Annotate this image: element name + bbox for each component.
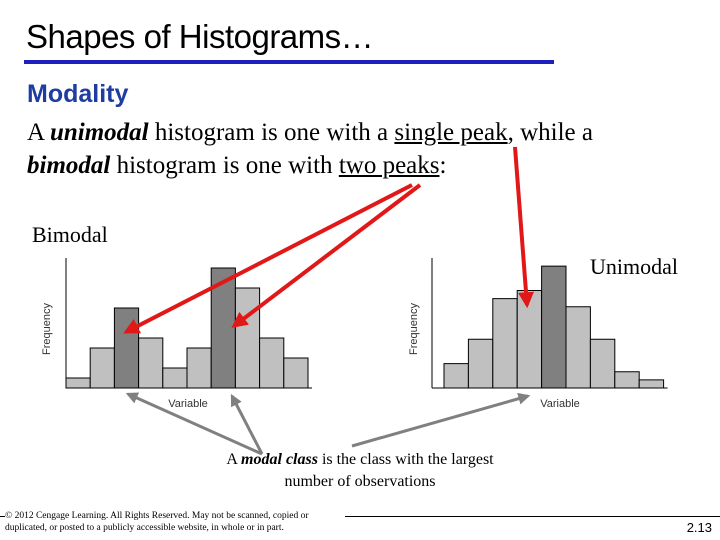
bimodal-bar: [90, 348, 114, 388]
bimodal-y-axis-label: Frequency: [41, 303, 53, 355]
body-text-run: histogram is one with a: [148, 119, 395, 146]
modal-class-caption: [200, 449, 520, 493]
unimodal-bar: [468, 339, 492, 388]
term-single-peak: single peak: [394, 119, 508, 146]
term-unimodal: unimodal: [49, 119, 149, 146]
bimodal-bar: [284, 358, 308, 388]
unimodal-bar: [517, 291, 541, 389]
unimodal-bar: [444, 364, 468, 388]
bimodal-bar: [114, 308, 138, 388]
bimodal-bar: [163, 368, 187, 388]
slide-title: Shapes of Histograms…: [26, 18, 374, 55]
bimodal-bar: [187, 348, 211, 388]
page-number: 2.13: [686, 520, 712, 535]
label-bimodal: Bimodal: [32, 222, 108, 247]
bimodal-bar: [235, 288, 259, 388]
term-bimodal: bimodal: [27, 152, 111, 179]
caption-text-run: A: [226, 451, 242, 468]
unimodal-x-axis-label: Variable: [540, 398, 580, 410]
arrow-caption-to-unimodal: [352, 396, 528, 446]
unimodal-bar: [615, 372, 639, 388]
caption-text-run: is the class with the largest number of observations: [284, 451, 494, 490]
body-text-run: histogram is one with: [110, 152, 339, 179]
arrow-caption-to-bimodal: [232, 396, 262, 454]
copyright-notice: © 2012 Cengage Learning. All Rights Reserved. May not be scanned, copied or duplicated, or posted to a publicly accessible website, in whole or in part.: [5, 510, 345, 534]
unimodal-bar: [566, 307, 590, 388]
bimodal-x-axis-label: Variable: [168, 398, 208, 410]
arrow-to-bimodal-peak-1: [126, 185, 412, 332]
label-unimodal: Unimodal: [590, 254, 678, 279]
unimodal-bar: [493, 299, 517, 388]
bimodal-bar: [260, 338, 284, 388]
unimodal-bar: [542, 266, 566, 388]
body-text-run: :: [439, 152, 447, 179]
body-text-run: A: [27, 119, 50, 146]
unimodal-y-axis-label: Frequency: [408, 303, 420, 355]
term-modal-class: modal class: [241, 451, 318, 468]
body-text-run: , while a: [507, 119, 593, 146]
bimodal-bar: [66, 378, 90, 388]
arrow-to-unimodal-peak: [515, 147, 527, 305]
section-heading: Modality: [27, 80, 129, 108]
arrow-to-bimodal-peak-2: [234, 185, 420, 326]
unimodal-bar: [639, 380, 663, 388]
unimodal-bar: [590, 339, 614, 388]
term-two-peaks: two peaks: [338, 152, 440, 179]
bimodal-bar: [139, 338, 163, 388]
